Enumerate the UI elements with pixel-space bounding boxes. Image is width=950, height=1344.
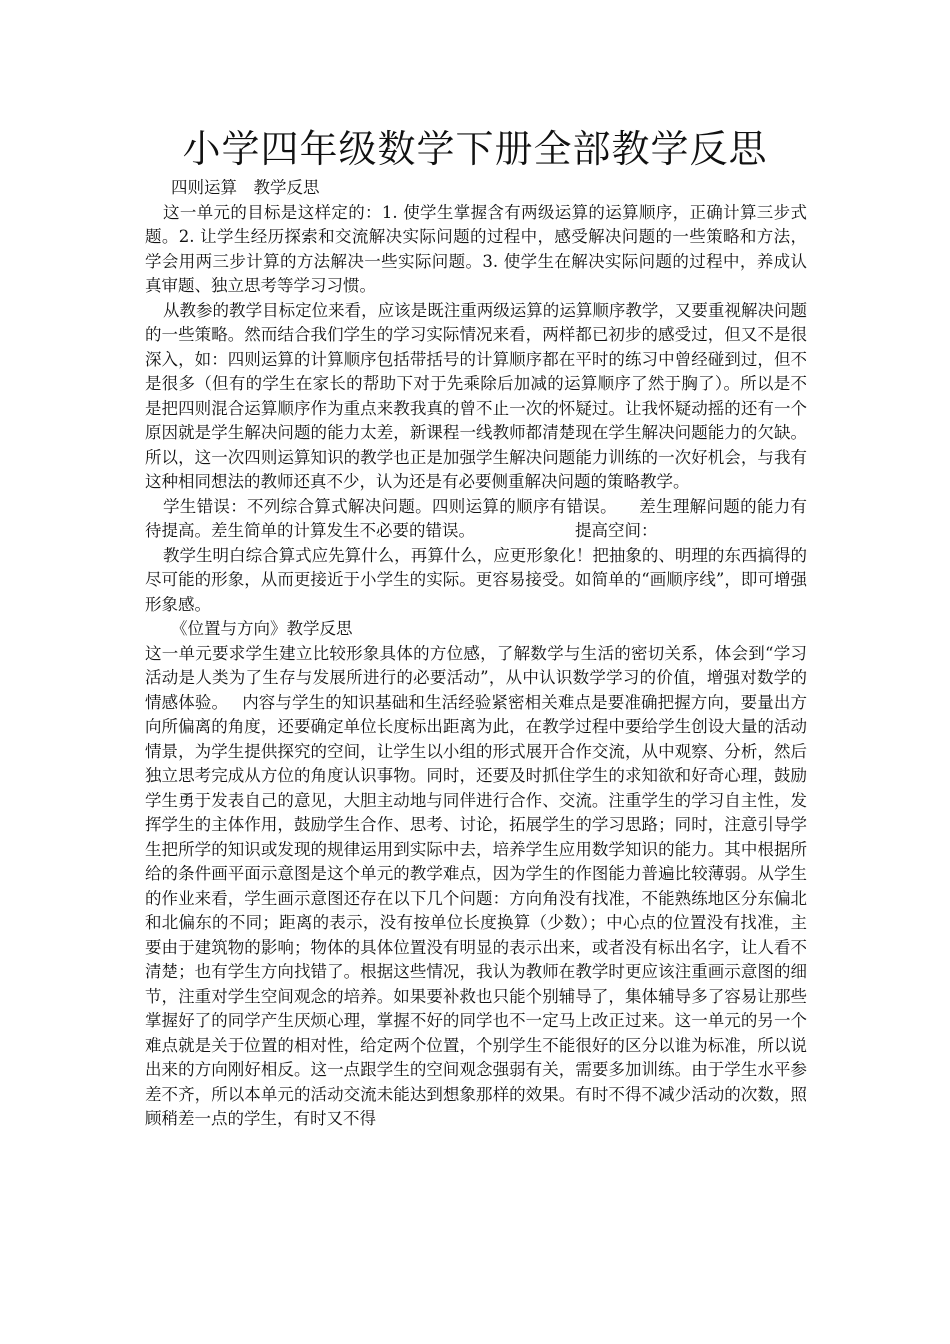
paragraph-student-errors — [145, 495, 807, 544]
paragraph-position-reflection — [145, 642, 807, 1132]
paragraph-unit-goals: 这一单元的目标是这样定的：1. 使学生掌握含有两级运算的运算顺序，正确计算三步式题。2. 让学生经历探索和交流解决实际问题的过程中，感受解决问题的一些策略和方法，学会用两三步计算的方法解决一些实际问题。3. 使学生在解决实际问题的过程中，养成认真审题、独立思考等学习习惯。 — [145, 202, 807, 295]
paragraph-teaching-focus: 从教参的教学目标定位来看，应该是既注重两级运算的运算顺序教学，又要重视解决问题的一些策略。然而结合我们学生的学习实际情况来看，两样都已初步的感受过，但又不是很深入，如：四则运算的计算顺序包括带括号的计算顺序都在平时的练习中曾经碰到过，但不是很多（但有的学生在家长的帮助下对于先乘除后加减的运算顺序了然于胸了）。所以是不是把四则混合运算顺序作为重点来教我真的曾不止一次的怀疑过。让我怀疑动摇的还有一个原因就是学生解决问题的能力太差，新课程一线教师都清楚现在学生解决问题能力的欠缺。所以，这一次四则运算知识的教学也正是加强学生解决问题能力训练的一次好机会，与我有这种相同想法的教师还真不少，认为还是有必要侧重解决问题的策略教学。 — [145, 300, 807, 491]
improvement-label: 提高空间： — [575, 521, 658, 540]
paragraph-visualization: 教学生明白综合算式应先算什么，再算什么，应更形象化！把抽象的、明理的东西搞得的尽可能的形象，从而更接近于小学生的实际。更容易接受。如简单的“画顺序线”，即可增强形象感。 — [145, 545, 807, 614]
weak-students-text: 差生理解问题的能力有待提高。差生简单的计算发生不必要的错误。 — [145, 496, 808, 540]
document-title: 小学四年级数学下册全部教学反思 — [182, 127, 768, 171]
section-heading-position: 《位置与方向》教学反思 — [171, 619, 353, 638]
position-main-text: 内容与学生的知识基础和生活经验紧密相关难点是要准确把握方向，要量出方向所偏离的角度，还要确定单位长度标出距离为此，在教学过程中要给学生创设大量的活动情景，为学生提供探究的空间，让学生以小组的形式展开合作交流，从中观察、分析，然后独立思考完成从方位的角度认识事物。同时，还要及时抓住学生的求知欲和好奇心理，鼓励学生勇于发表自己的意见，大胆主动地与同伴进行合作、交流。注重学生的学习自主性，发挥学生的主体作用，鼓励学生合作、思考、讨论，拓展学生的学习思路；同时，注意引导学生把所学的知识或发现的规律运用到实际中去，培养学生应用数学知识的能力。其中根据所给的条件画平面示意图是这个单元的教学难点，因为学生的作图能力普遍比较薄弱。从学生的作业来看，学生画示意图还存在以下几个问题：方向角没有找准，不能熟练地区分东偏北和北偏东的不同；距离的表示，没有按单位长度换算（少数）；中心点的位置没有找准，主要由于建筑物的影响；物体的具体位置没有明显的表示出来，或者没有标出名字，让人看不清楚；也有学生方向找错了。根据这些情况，我认为教师在教学时更应该注重画示意图的细节，注重对学生空间观念的培养。如果要补救也只能个别辅导了，集体辅导多了容易让那些掌握好了的同学产生厌烦心理，掌握不好的同学也不一定马上改正过来。这一单元的另一个难点就是关于位置的相对性，给定两个位置，个别学生不能很好的区分以谁为标准，所以说出来的方向刚好相反。这一点跟学生的空间观念强弱有关，需要多加训练。由于学生水平参差不齐，所以本单元的活动交流未能达到想象那样的效果。有时不得不减少活动的次数，照顾稍差一点的学生，有时又不得 — [145, 692, 808, 1128]
document-body — [145, 176, 807, 1132]
section-heading-arithmetic: 四则运算 教学反思 — [171, 178, 320, 197]
position-intro-text: 这一单元要求学生建立比较形象具体的方位感，了解数学与生活的密切关系，体会到“学习活动是人类为了生存与发展所进行的必要活动”，从中认识数学学习的价值，增强对数学的情感体验。 — [145, 643, 807, 712]
student-errors-text: 学生错误：不列综合算式解决问题。四则运算的顺序有错误。 — [163, 496, 617, 516]
